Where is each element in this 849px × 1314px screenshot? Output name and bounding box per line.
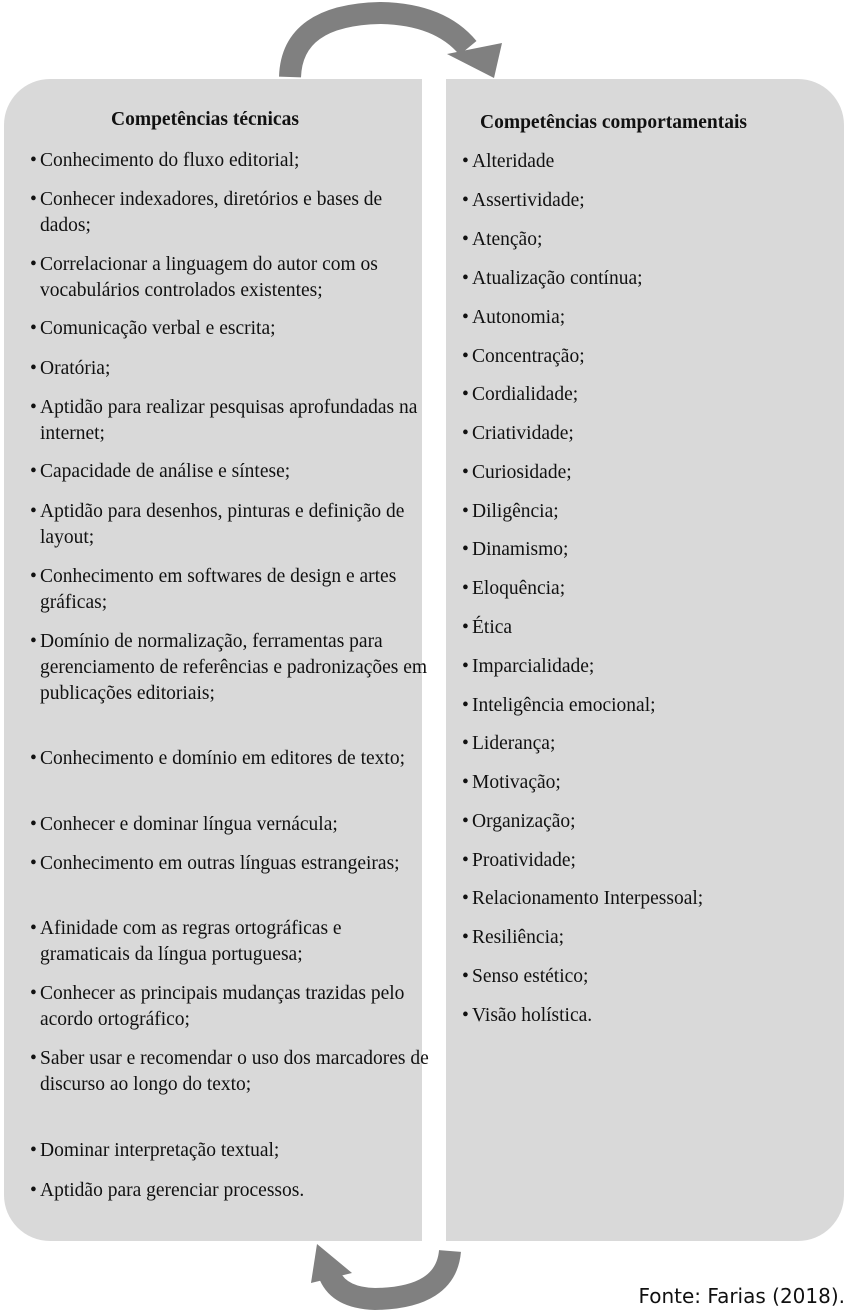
bullet-icon: • [462, 384, 469, 405]
source-caption: Fonte: Farias (2018). [638, 1284, 845, 1308]
behavioral-item [462, 886, 842, 912]
technical-item [30, 148, 432, 174]
technical-item-text: Oratória; [40, 358, 111, 379]
technical-item [30, 981, 432, 1033]
bullet-icon: • [462, 346, 469, 367]
cycle-arrow-bottom-icon [311, 1244, 450, 1299]
behavioral-item-text: Motivação; [472, 772, 561, 793]
technical-item-text: Conhecimento em softwares de design e artes gráficas; [40, 566, 397, 613]
bullet-icon: • [30, 1048, 37, 1069]
behavioral-item [462, 925, 842, 951]
bullet-icon: • [462, 695, 469, 716]
behavioral-item-text: Liderança; [472, 733, 556, 754]
behavioral-item-text: Senso estético; [472, 966, 589, 987]
bullet-icon: • [30, 983, 37, 1004]
bullet-icon: • [462, 850, 469, 871]
technical-item-text: Capacidade de análise e síntese; [40, 461, 291, 482]
behavioral-item [462, 964, 842, 990]
technical-item [30, 812, 432, 838]
technical-item [30, 1178, 432, 1204]
bullet-icon: • [462, 1005, 469, 1026]
behavioral-item-text: Proatividade; [472, 850, 576, 871]
bullet-icon: • [30, 1180, 37, 1201]
technical-item-text: Conhecer indexadores, diretórios e bases de dados; [40, 189, 383, 236]
behavioral-item [462, 149, 842, 175]
bullet-icon: • [30, 566, 37, 587]
bullet-icon: • [30, 814, 37, 835]
behavioral-item [462, 266, 842, 292]
technical-item-text: Domínio de normalização, ferramentas para gerenciamento de referências e padronizações em publicações editoriais; [40, 631, 428, 704]
technical-item-text: Conhecimento em outras línguas estrangeiras; [40, 853, 400, 874]
bullet-icon: • [462, 307, 469, 328]
bullet-icon: • [462, 656, 469, 677]
technical-item-text: Aptidão para realizar pesquisas aprofundadas na internet; [40, 397, 418, 444]
bullet-icon: • [462, 539, 469, 560]
behavioral-item-text: Concentração; [472, 346, 585, 367]
bullet-icon: • [462, 423, 469, 444]
behavioral-item-text: Organização; [472, 811, 576, 832]
bullet-icon: • [462, 966, 469, 987]
behavioral-item-text: Dinamismo; [472, 539, 569, 560]
bullet-icon: • [462, 462, 469, 483]
behavioral-item-text: Atualização contínua; [472, 268, 643, 289]
behavioral-item [462, 537, 842, 563]
bullet-icon: • [462, 927, 469, 948]
technical-item [30, 1046, 432, 1098]
bullet-icon: • [462, 811, 469, 832]
bullet-icon: • [462, 733, 469, 754]
behavioral-item-text: Atenção; [472, 229, 543, 250]
cycle-arrow-top-icon [290, 13, 502, 78]
behavioral-item-text: Autonomia; [472, 307, 566, 328]
bullet-icon: • [462, 888, 469, 909]
technical-item [30, 356, 432, 382]
bullet-icon: • [30, 631, 37, 652]
bullet-icon: • [30, 358, 37, 379]
behavioral-item-text: Criatividade; [472, 423, 574, 444]
technical-item [30, 916, 432, 968]
technical-item [30, 851, 432, 877]
technical-item-text: Conhecimento do fluxo editorial; [40, 150, 300, 171]
bullet-icon: • [462, 151, 469, 172]
bullet-icon: • [462, 268, 469, 289]
behavioral-item-text: Diligência; [472, 501, 559, 522]
behavioral-item [462, 731, 842, 757]
technical-item [30, 316, 432, 342]
behavioral-competencies-title: Competências comportamentais [480, 112, 747, 133]
behavioral-item [462, 809, 842, 835]
technical-competencies-panel [4, 79, 429, 1241]
bullet-icon: • [30, 461, 37, 482]
technical-item [30, 564, 432, 616]
behavioral-item [462, 227, 842, 253]
bullet-icon: • [30, 189, 37, 210]
behavioral-item [462, 576, 842, 602]
technical-item [30, 459, 432, 485]
behavioral-item [462, 615, 842, 641]
bullet-icon: • [30, 397, 37, 418]
bullet-icon: • [30, 254, 37, 275]
technical-item-text: Comunicação verbal e escrita; [40, 318, 276, 339]
behavioral-item-text: Cordialidade; [472, 384, 579, 405]
behavioral-competencies-panel [446, 79, 844, 1241]
technical-item-text: Saber usar e recomendar o uso dos marcadores de discurso ao longo do texto; [40, 1048, 429, 1095]
technical-item-text: Conhecer e dominar língua vernácula; [40, 814, 338, 835]
bullet-icon: • [30, 853, 37, 874]
bullet-icon: • [462, 772, 469, 793]
bullet-icon: • [30, 918, 37, 939]
behavioral-item-text: Inteligência emocional; [472, 695, 656, 716]
behavioral-item [462, 460, 842, 486]
technical-item-text: Correlacionar a linguagem do autor com os vocabulários controlados existentes; [40, 254, 378, 301]
bullet-icon: • [462, 501, 469, 522]
behavioral-item-text: Resiliência; [472, 927, 565, 948]
behavioral-item-text: Ética [472, 617, 513, 638]
bullet-icon: • [462, 578, 469, 599]
behavioral-item-text: Alteridade [472, 151, 555, 172]
technical-item [30, 395, 432, 447]
bullet-icon: • [30, 748, 37, 769]
bullet-icon: • [30, 318, 37, 339]
technical-item [30, 629, 432, 707]
bullet-icon: • [462, 229, 469, 250]
behavioral-item [462, 305, 842, 331]
bullet-icon: • [30, 1140, 37, 1161]
behavioral-item-text: Assertividade; [472, 190, 585, 211]
behavioral-item [462, 382, 842, 408]
technical-item-text: Aptidão para gerenciar processos. [40, 1180, 305, 1201]
behavioral-item-text: Curiosidade; [472, 462, 572, 483]
behavioral-item [462, 421, 842, 447]
behavioral-item [462, 1003, 842, 1029]
behavioral-item [462, 499, 842, 525]
behavioral-item-text: Relacionamento Interpessoal; [472, 888, 704, 909]
behavioral-item [462, 770, 842, 796]
technical-item [30, 252, 432, 304]
technical-item-text: Dominar interpretação textual; [40, 1140, 280, 1161]
bullet-icon: • [462, 190, 469, 211]
behavioral-item-text: Visão holística. [472, 1005, 593, 1026]
technical-item [30, 499, 432, 551]
technical-item [30, 746, 432, 772]
technical-item [30, 1138, 432, 1164]
behavioral-item [462, 654, 842, 680]
technical-item [30, 187, 432, 239]
technical-item-text: Aptidão para desenhos, pinturas e definição de layout; [40, 501, 405, 548]
bullet-icon: • [462, 617, 469, 638]
technical-competencies-title: Competências técnicas [111, 109, 299, 130]
behavioral-item-text: Eloquência; [472, 578, 566, 599]
behavioral-item-text: Imparcialidade; [472, 656, 595, 677]
technical-item-text: Afinidade com as regras ortográficas e gramaticais da língua portuguesa; [40, 918, 342, 965]
technical-item-text: Conhecimento e domínio em editores de texto; [40, 748, 405, 769]
behavioral-item [462, 693, 842, 719]
bullet-icon: • [30, 150, 37, 171]
bullet-icon: • [30, 501, 37, 522]
behavioral-item [462, 344, 842, 370]
behavioral-item [462, 188, 842, 214]
technical-item-text: Conhecer as principais mudanças trazidas pelo acordo ortográfico; [40, 983, 405, 1030]
behavioral-item [462, 848, 842, 874]
